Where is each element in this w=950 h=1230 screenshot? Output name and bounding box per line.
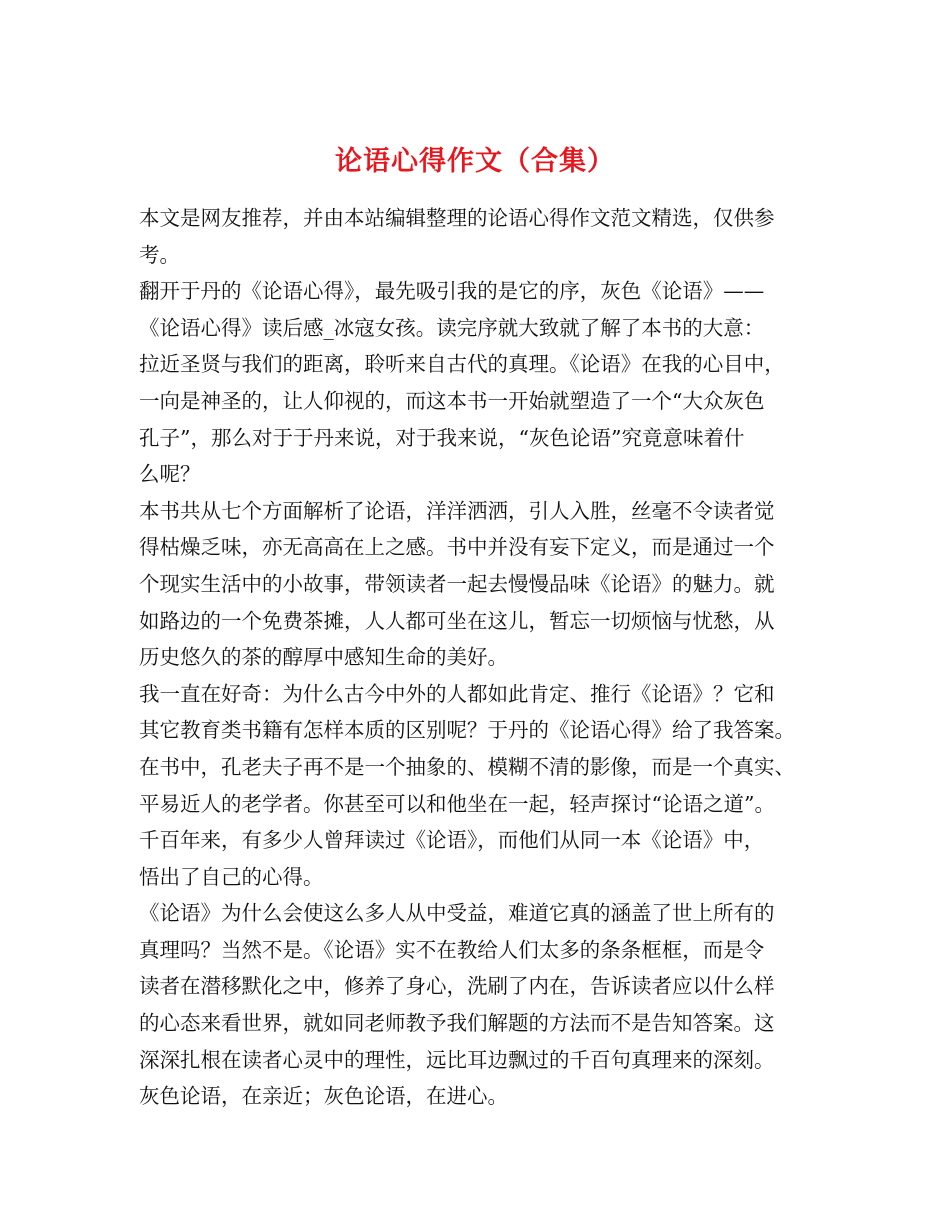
text-line: 悟出了自己的心得。	[139, 864, 324, 889]
text-line: 真理吗？当然不是。《论语》实不在教给人们太多的条条框框，而是令	[139, 937, 765, 962]
text-line: 本文是网友推荐，并由本站编辑整理的论语心得作文范文精选，仅供参	[139, 206, 775, 230]
document-title: 论语心得作文（合集）	[335, 146, 615, 178]
text-line: 孔子”，那么对于于丹来说，对于我来说，“灰色论语”究竟意味着什	[139, 425, 745, 450]
text-line: 千百年来，有多少人曾拜读过《论语》，而他们从同一本《论语》中，	[139, 828, 765, 853]
text-line: 得枯燥乏味，亦无高高在上之感。书中并没有妄下定义，而是通过一个	[139, 535, 775, 560]
text-line: 个现实生活中的小故事，带领读者一起去慢慢品味《论语》的魅力。就	[139, 571, 775, 596]
text-line: 么呢？	[139, 462, 201, 487]
text-line: 一向是神圣的，让人仰视的，而这本书一开始就塑造了一个“大众灰色	[139, 388, 765, 413]
text-line: 《论语》为什么会使这么多人从中受益，难道它真的涵盖了世上所有的	[139, 901, 775, 926]
paragraph-preface	[139, 273, 829, 493]
text-line: 在书中，孔老夫子再不是一个抽象的、模糊不清的影像，而是一个真实、	[139, 754, 795, 779]
document-body	[139, 200, 829, 1115]
text-line: 本书共从七个方面解析了论语，洋洋洒洒，引人入胜，丝毫不令读者觉	[139, 498, 775, 523]
text-line: 读者在潜移默化之中，修养了身心，洗刷了内在，告诉读者应以什么样	[139, 974, 775, 999]
text-line: 历史悠久的茶的醇厚中感知生命的美好。	[139, 645, 508, 670]
text-line: 的心态来看世界，就如同老师教予我们解题的方法而不是告知答案。这	[139, 1011, 775, 1036]
paragraph-conclusion	[139, 895, 829, 1115]
text-line: 深深扎根在读者心灵中的理性，远比耳边飘过的千百句真理来的深刻。	[139, 1047, 775, 1072]
paragraph-analysis	[139, 493, 829, 676]
text-line: 拉近圣贤与我们的距离，聆听来自古代的真理。《论语》在我的心目中，	[139, 352, 785, 377]
text-line: 灰色论语，在亲近；灰色论语，在进心。	[139, 1084, 508, 1109]
text-line: 如路边的一个免费茶摊，人人都可坐在这儿，暂忘一切烦恼与忧愁，从	[139, 608, 775, 633]
text-line: 我一直在好奇：为什么古今中外的人都如此肯定、推行《论语》？它和	[139, 681, 775, 706]
paragraph-curiosity	[139, 676, 829, 896]
text-line: 考。	[139, 242, 180, 267]
text-line: 翻开于丹的《论语心得》，最先吸引我的是它的序，灰色《论语》——	[139, 279, 765, 304]
paragraph-intro	[139, 200, 829, 273]
text-line: 其它教育类书籍有怎样本质的区别呢？于丹的《论语心得》给了我答案。	[139, 718, 795, 743]
text-line: 《论语心得》读后感_冰寇女孩。读完序就大致就了解了本书的大意：	[139, 315, 765, 340]
text-line: 平易近人的老学者。你甚至可以和他坐在一起，轻声探讨“论语之道”。	[139, 791, 775, 816]
